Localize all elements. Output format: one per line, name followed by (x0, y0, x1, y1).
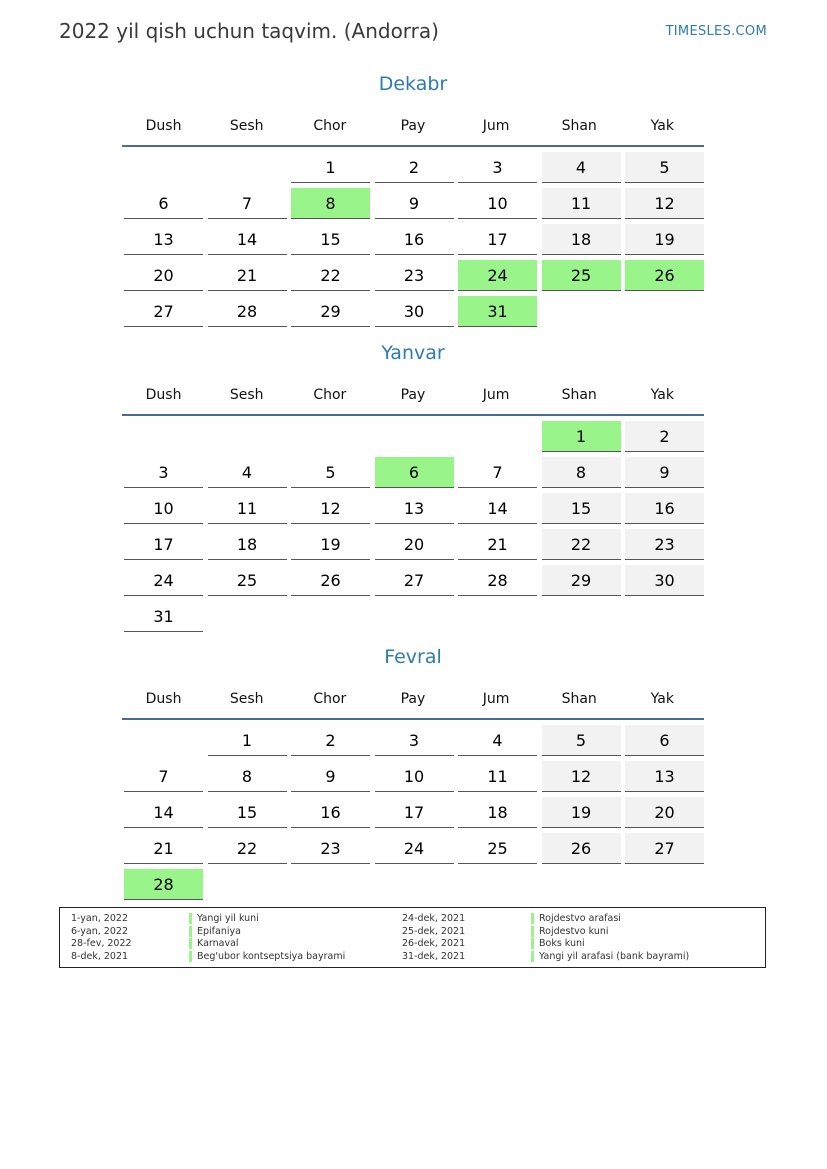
empty-day-cell (208, 152, 287, 183)
page-title: 2022 yil qish uchun taqvim. (Andorra) (59, 19, 439, 43)
day-cell: 1 (291, 152, 370, 183)
month-title: Yanvar (381, 342, 445, 364)
weekday-label: Dush (145, 691, 182, 707)
day-cell: 22 (208, 833, 287, 864)
day-cell: 6 (625, 725, 704, 756)
day-cell: 29 (291, 296, 370, 327)
legend-date: 6-yan, 2022 (71, 925, 128, 937)
day-cell: 14 (458, 493, 537, 524)
day-cell: 11 (542, 188, 621, 219)
weekday-label: Pay (400, 691, 426, 707)
day-cell: 25 (208, 565, 287, 596)
day-cell: 22 (542, 529, 621, 560)
day-grid (122, 152, 704, 327)
day-cell: 30 (375, 296, 454, 327)
legend-holiday-name: Beg'ubor kontseptsiya bayrami (189, 951, 345, 962)
holiday-legend (59, 907, 766, 968)
day-cell: 14 (124, 797, 203, 828)
day-cell: 12 (542, 761, 621, 792)
empty-day-cell (208, 421, 287, 452)
legend-date: 31-dek, 2021 (402, 951, 466, 963)
day-cell: 19 (625, 224, 704, 255)
day-cell: 15 (291, 224, 370, 255)
day-cell: 25 (542, 260, 621, 291)
day-cell: 17 (124, 529, 203, 560)
day-cell: 6 (124, 188, 203, 219)
day-cell: 31 (124, 601, 203, 632)
month-block-december (122, 72, 704, 327)
legend-holiday-name: Boks kuni (531, 938, 585, 949)
weekday-label: Dush (145, 118, 182, 134)
day-cell: 10 (458, 188, 537, 219)
day-cell: 8 (542, 457, 621, 488)
weekday-label: Yak (650, 118, 674, 134)
day-cell: 11 (458, 761, 537, 792)
day-cell: 26 (291, 565, 370, 596)
weekday-label: Chor (313, 118, 347, 134)
day-cell: 9 (625, 457, 704, 488)
month-title: Fevral (384, 646, 442, 668)
legend-date: 25-dek, 2021 (402, 925, 466, 937)
day-cell: 29 (542, 565, 621, 596)
weekday-label: Pay (400, 387, 426, 403)
day-cell: 20 (625, 797, 704, 828)
day-cell: 8 (291, 188, 370, 219)
legend-holiday-name: Epifaniya (189, 926, 241, 937)
day-cell: 23 (291, 833, 370, 864)
weekday-header-row (122, 107, 704, 137)
day-cell: 6 (375, 457, 454, 488)
day-cell: 18 (458, 797, 537, 828)
day-cell: 25 (458, 833, 537, 864)
header-divider (122, 145, 704, 147)
legend-holiday-name: Karnaval (189, 938, 239, 949)
day-cell: 27 (625, 833, 704, 864)
weekday-label: Shan (561, 691, 597, 707)
day-cell: 10 (375, 761, 454, 792)
weekday-label: Sesh (229, 118, 264, 134)
day-cell: 19 (291, 529, 370, 560)
day-cell: 5 (291, 457, 370, 488)
day-cell: 27 (124, 296, 203, 327)
day-cell: 26 (542, 833, 621, 864)
legend-row (402, 951, 689, 964)
weekday-header-row (122, 680, 704, 710)
day-cell: 2 (291, 725, 370, 756)
day-cell: 7 (458, 457, 537, 488)
weekday-label: Shan (561, 118, 597, 134)
day-cell: 15 (542, 493, 621, 524)
legend-row (402, 913, 689, 926)
day-cell: 16 (291, 797, 370, 828)
day-cell: 31 (458, 296, 537, 327)
legend-holiday-name: Rojdestvo arafasi (531, 913, 621, 924)
day-cell: 4 (458, 725, 537, 756)
day-cell: 16 (625, 493, 704, 524)
day-cell: 26 (625, 260, 704, 291)
day-cell: 13 (124, 224, 203, 255)
day-cell: 12 (291, 493, 370, 524)
day-cell: 3 (375, 725, 454, 756)
legend-holiday-name: Yangi yil kuni (189, 913, 259, 924)
month-block-february (122, 645, 704, 900)
weekday-label: Pay (400, 118, 426, 134)
legend-row (71, 913, 345, 926)
legend-holiday-name: Rojdestvo kuni (531, 926, 609, 937)
day-cell: 18 (208, 529, 287, 560)
legend-date: 28-fev, 2022 (71, 938, 132, 950)
weekday-label: Sesh (229, 691, 264, 707)
day-cell: 22 (291, 260, 370, 291)
weekday-label: Chor (313, 691, 347, 707)
day-cell: 10 (124, 493, 203, 524)
day-cell: 14 (208, 224, 287, 255)
header-divider (122, 718, 704, 720)
day-cell: 13 (625, 761, 704, 792)
day-cell: 4 (542, 152, 621, 183)
day-cell: 9 (291, 761, 370, 792)
day-cell: 19 (542, 797, 621, 828)
day-cell: 18 (542, 224, 621, 255)
day-cell: 23 (375, 260, 454, 291)
month-block-january (122, 341, 704, 632)
day-cell: 28 (124, 869, 203, 900)
day-cell: 20 (124, 260, 203, 291)
empty-day-cell (124, 421, 203, 452)
day-cell: 21 (458, 529, 537, 560)
day-cell: 28 (208, 296, 287, 327)
legend-row (71, 951, 345, 964)
brand-link[interactable]: TIMESLES.COM (665, 24, 767, 39)
day-cell: 2 (375, 152, 454, 183)
empty-day-cell (291, 421, 370, 452)
day-cell: 24 (375, 833, 454, 864)
day-cell: 5 (625, 152, 704, 183)
day-cell: 12 (625, 188, 704, 219)
legend-date: 24-dek, 2021 (402, 913, 466, 924)
day-cell: 27 (375, 565, 454, 596)
weekday-header-row (122, 376, 704, 406)
day-cell: 24 (124, 565, 203, 596)
day-cell: 17 (458, 224, 537, 255)
day-cell: 3 (124, 457, 203, 488)
day-cell: 21 (208, 260, 287, 291)
weekday-label: Jum (482, 387, 510, 403)
weekday-label: Sesh (229, 387, 264, 403)
day-cell: 5 (542, 725, 621, 756)
weekday-label: Shan (561, 387, 597, 403)
weekday-label: Jum (482, 118, 510, 134)
empty-day-cell (458, 421, 537, 452)
day-cell: 1 (542, 421, 621, 452)
header-divider (122, 414, 704, 416)
legend-row (71, 926, 345, 939)
day-cell: 2 (625, 421, 704, 452)
day-cell: 17 (375, 797, 454, 828)
day-cell: 8 (208, 761, 287, 792)
empty-day-cell (124, 725, 203, 756)
day-cell: 23 (625, 529, 704, 560)
day-cell: 4 (208, 457, 287, 488)
day-cell: 9 (375, 188, 454, 219)
legend-row (71, 938, 345, 951)
legend-date: 8-dek, 2021 (71, 951, 129, 963)
legend-holiday-name: Yangi yil arafasi (bank bayrami) (531, 951, 689, 962)
legend-date: 1-yan, 2022 (71, 913, 128, 924)
legend-column-left (71, 913, 345, 964)
day-grid (122, 725, 704, 900)
day-cell: 3 (458, 152, 537, 183)
empty-day-cell (375, 421, 454, 452)
legend-row (402, 938, 689, 951)
day-cell: 16 (375, 224, 454, 255)
day-cell: 28 (458, 565, 537, 596)
weekday-label: Yak (650, 387, 674, 403)
weekday-label: Dush (145, 387, 182, 403)
legend-row (402, 926, 689, 939)
day-cell: 13 (375, 493, 454, 524)
month-title: Dekabr (378, 73, 448, 95)
legend-date: 26-dek, 2021 (402, 938, 466, 950)
day-cell: 1 (208, 725, 287, 756)
day-grid (122, 421, 704, 632)
empty-day-cell (124, 152, 203, 183)
weekday-label: Yak (650, 691, 674, 707)
day-cell: 24 (458, 260, 537, 291)
day-cell: 20 (375, 529, 454, 560)
legend-column-right (402, 913, 689, 964)
day-cell: 11 (208, 493, 287, 524)
day-cell: 7 (124, 761, 203, 792)
weekday-label: Jum (482, 691, 510, 707)
day-cell: 30 (625, 565, 704, 596)
day-cell: 21 (124, 833, 203, 864)
day-cell: 7 (208, 188, 287, 219)
day-cell: 15 (208, 797, 287, 828)
weekday-label: Chor (313, 387, 347, 403)
